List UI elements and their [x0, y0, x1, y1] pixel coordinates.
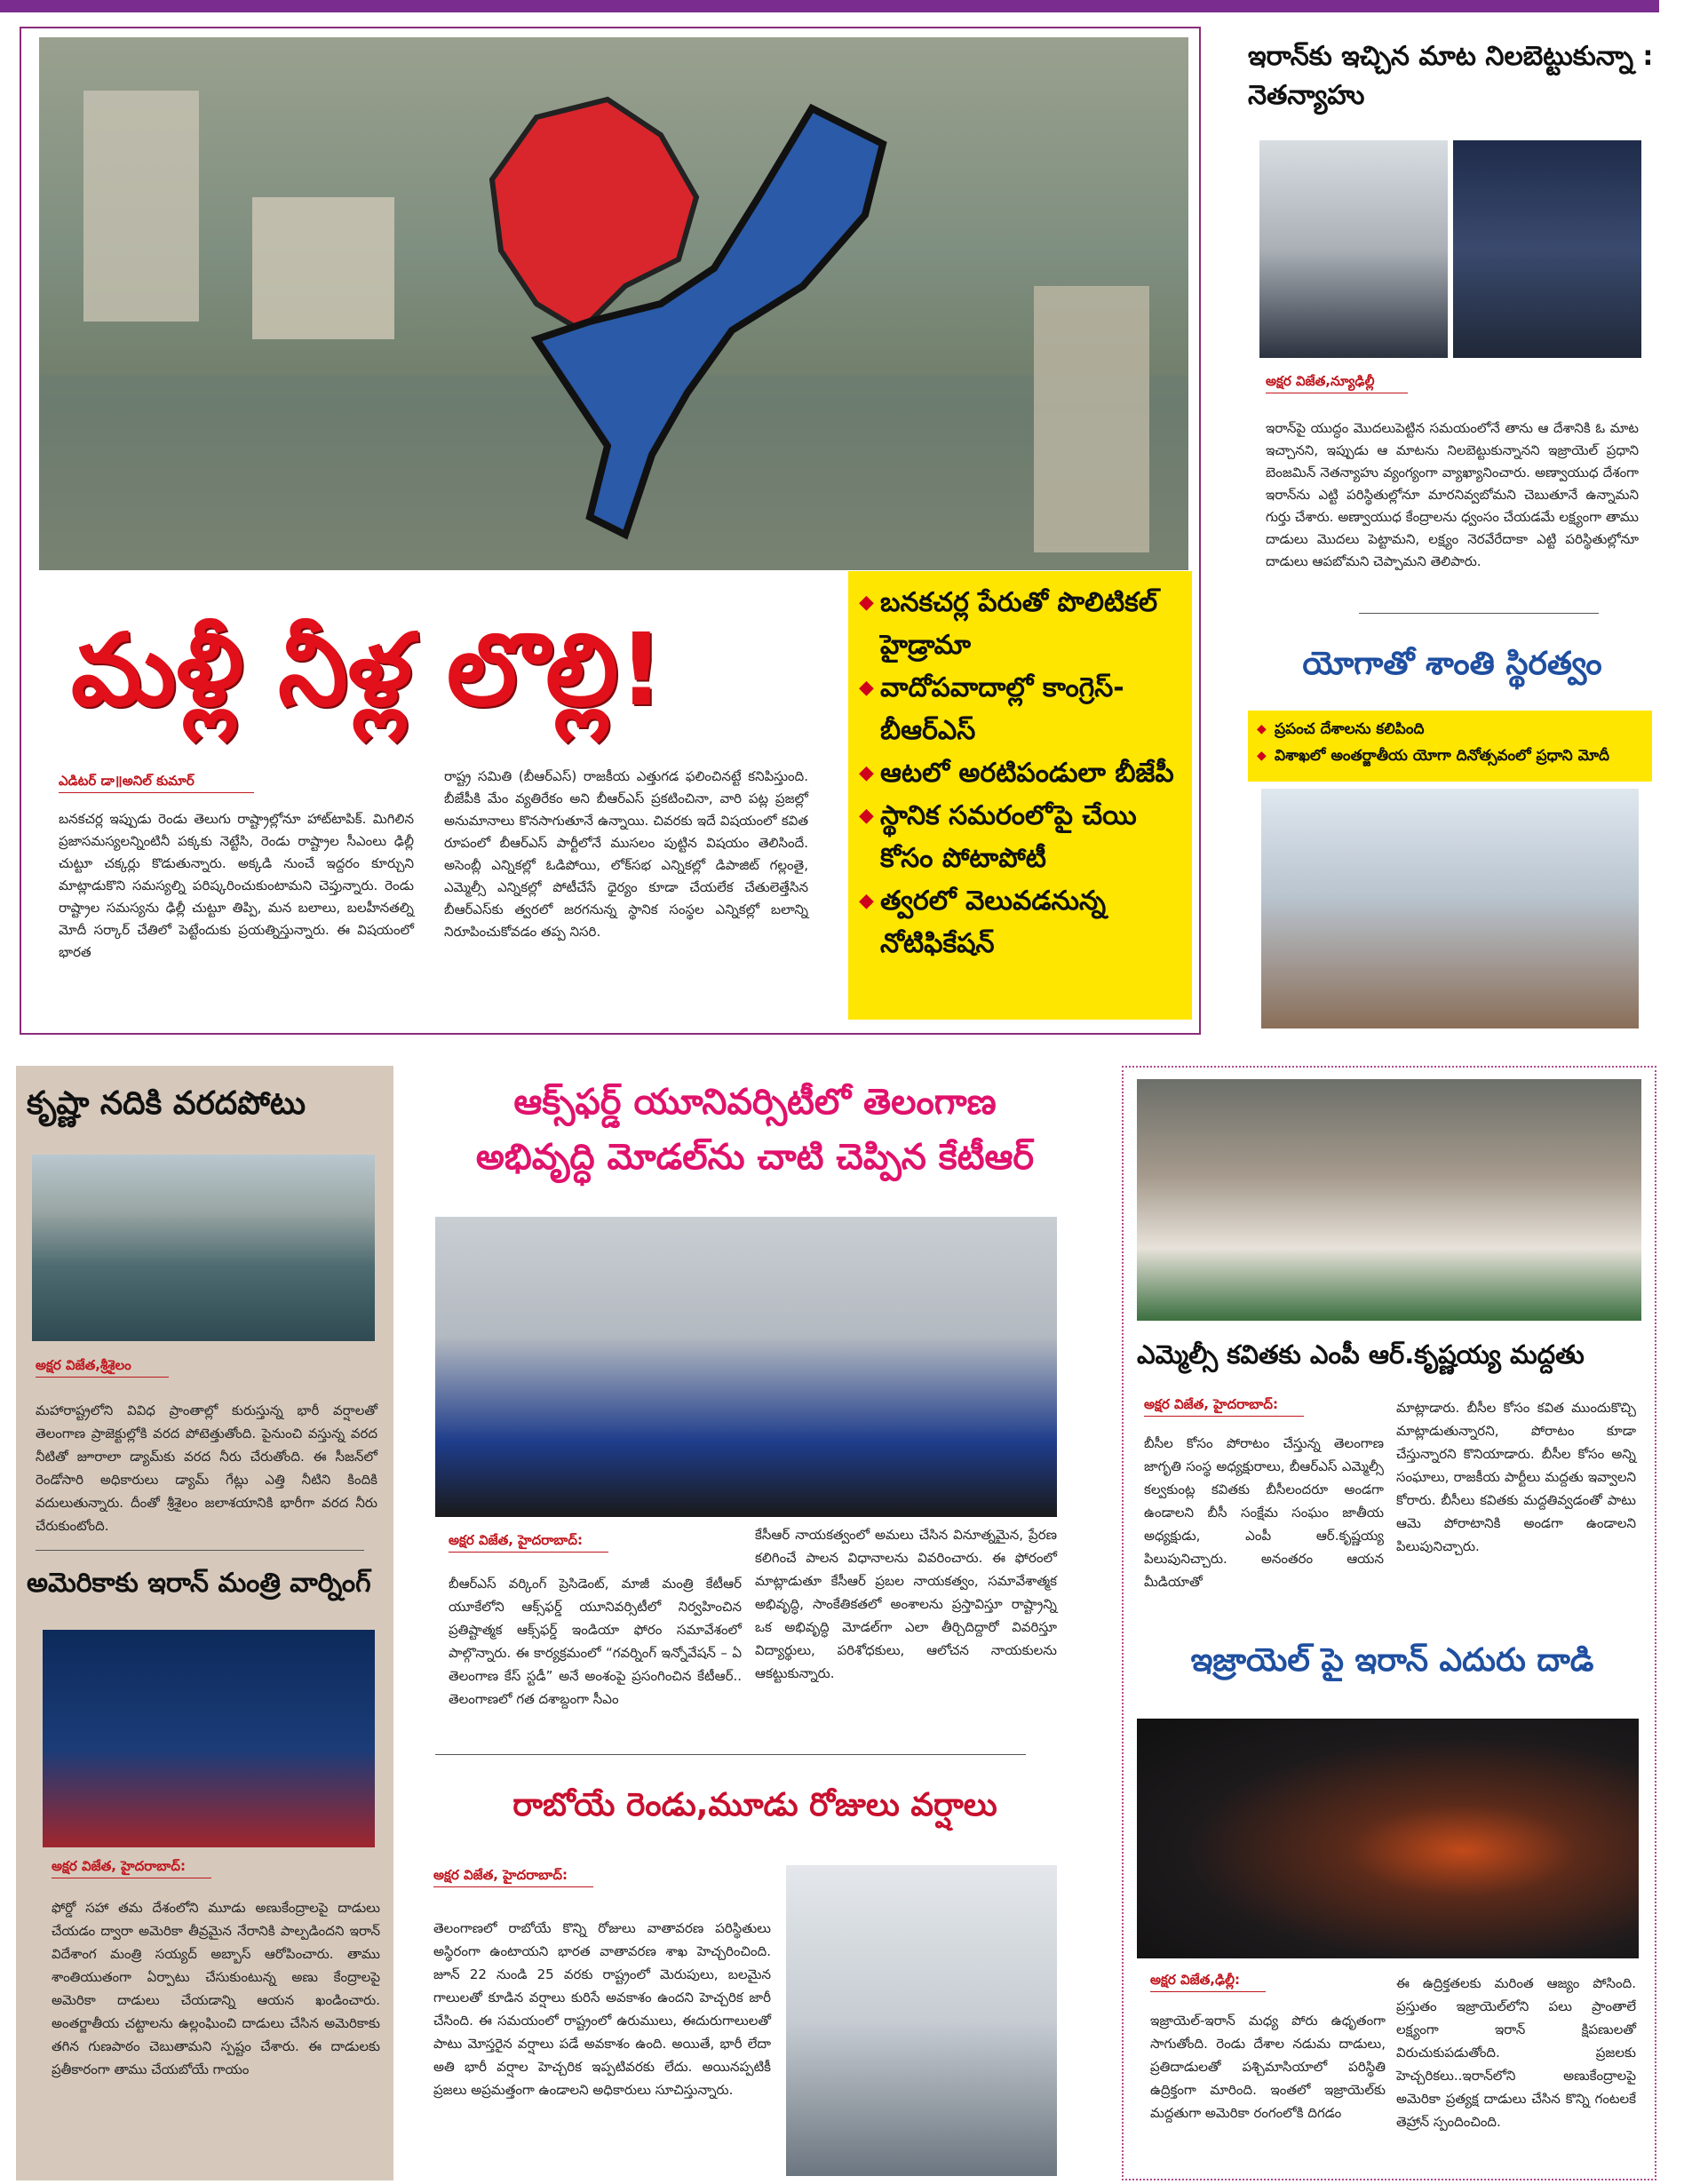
krishna-byline: అక్షర విజేత,శ్రీశైలం [36, 1357, 169, 1378]
rain-headline: రాబోయే రెండు,మూడు రోజులు వర్షాలు [512, 1787, 997, 1823]
column-divider [36, 1550, 364, 1551]
column-divider [435, 1754, 1026, 1755]
krishna-headline: కృష్ణా నదికి వరదపోటు [27, 1085, 306, 1122]
dam-map-photo [39, 37, 1188, 570]
bullet-item: ◆ స్థానిక సమరంలోపై చేయి కోసం పోటాపోటీ [859, 795, 1181, 880]
rain-byline: అక్షర విజేత, హైదరాబాద్: [433, 1867, 593, 1887]
netanyahu-photo [1259, 140, 1448, 358]
bullet-item: ◆ బనకచర్ల పేరుతో పొలిటికల్ హైడ్రామా [859, 582, 1181, 667]
kavitha-headline: ఎమ్మెల్సీ కవితకు ఎంపీ ఆర్.కృష్ణయ్య మద్దతు [1137, 1339, 1585, 1370]
ktr-headline: ఆక్స్‌ఫర్డ్ యూనివర్సిటీలో తెలంగాణ అభివృద్ధి మోడల్‌ను చాటి చెప్పిన కేటీఆర్ [475, 1082, 1035, 1178]
bullet-item: ◆ త్వరలో వెలువడనున్న నోటిఫికేషన్ [859, 880, 1181, 965]
netanyahu-byline: అక్షర విజేత,న్యూఢిల్లీ [1266, 373, 1408, 393]
kavitha-photo [1137, 1079, 1641, 1321]
ktr-body-col1: బీఆర్ఎస్ వర్కింగ్ ప్రెసిడెంట్, మాజీ మంత్రి కేటీఆర్ యూకేలోని ఆక్స్‌ఫర్డ్ యూనివర్సిటీలో నిర్వహించిన ప్రతిష్టాత్మక ఆక్స్‌ఫర్డ్ ఇండియా ఫోరం సమావేశంలో పాల్గొన్నారు. ఈ కార్యక్రమంలో “గవర్నింగ్ ఇన్నోవేషన్ – ఏ తెలంగాణ కేస్ స్టడీ” అనే అంశంపై ప్రసంగించిన కేటీఆర్.. తెలంగాణలో గత దశాబ్దంగా సీఎం [449, 1576, 742, 1707]
main-bullet-box [848, 571, 1192, 1020]
modi-photo [1261, 789, 1639, 1028]
yoga-bullet-list [1257, 716, 1643, 769]
iran-minister-headline: అమెరికాకు ఇరాన్ మంత్రి వార్నింగ్ [27, 1568, 371, 1599]
top-color-bar [0, 0, 1659, 12]
iran-minister-body: ఫోర్డో సహా తమ దేశంలోని మూడు అణుకేంద్రాలపై దాడులు చేయడం ద్వారా అమెరికా తీవ్రమైన నేరానికి పాల్పడిందని ఇరాన్ విదేశాంగ మంత్రి సయ్యద్ అబ్బాస్ ఆరోపించారు. తాము శాంతియుతంగా ఏర్పాటు చేసుకుంటున్న అణు కేంద్రాలపై అమెరికా దాడులు చేయడాన్ని ఆయన ఖండించారు. అంతర్జాతీయ చట్టాలను ఉల్లంఘించి దాడులు చేసిన అమెరికాకు తగిన గుణపాఠం చెబుతామని స్పష్టం చేశారు. ఈ దాడులకు ప్రతీకారంగా తాము చేయబోయే గాయం [52, 1900, 380, 2077]
bullet-item: ◆ విశాఖలో అంతర్జాతీయ యోగా దినోత్సవంలో ప్రధాని మోదీ [1257, 743, 1643, 769]
iran-minister-byline: అక్షర విజేత, హైదరాబాద్: [52, 1858, 211, 1878]
israel-body-col2: ఈ ఉద్రిక్తతలకు మరింత ఆజ్యం పోసింది. ప్రస్తుతం ఇజ్రాయెల్‌లోని పలు ప్రాంతాలే లక్ష్యంగా ఇరాన్ క్షిపణులతో విరుచుకుపడుతోంది. ప్రజలకు హెచ్చరికలు..ఇరాన్‌లోని అణుకేంద్రాలపై అమెరికా ప్రత్యక్ష దాడులు చేసిన కొన్ని గంటలకే తెహ్రాన్ స్పందించింది. [1396, 1975, 1636, 2130]
ktr-body-col2: కేసీఆర్ నాయకత్వంలో అమలు చేసిన వినూత్నమైన, ప్రేరణ కలిగించే పాలన విధానాలను వివరించారు. ఈ ఫోరంలో మాట్లాడుతూ కేసీఆర్ ప్రబల నాయకత్వం, సమావేశాత్మక అభివృద్ధి, సాంకేతికతలో అంశాలను ప్రస్తావిస్తూ రాష్ట్రాన్ని ఒక అభివృద్ధి మోడల్‌గా ఎలా తీర్చిదిద్దారో వివరిస్తూ విద్యార్థులు, పరిశోధకులు, ఆలోచన నాయకులను ఆకట్టుకున్నారు. [755, 1527, 1057, 1681]
column-divider [1359, 613, 1599, 614]
kavitha-byline: అక్షర విజేత, హైదరాబాద్: [1144, 1396, 1304, 1417]
bullet-item: ◆ వాదోపవాదాల్లో కాంగ్రెస్-బీఆర్ఎస్ [859, 667, 1181, 752]
main-headline: మళ్లీ నీళ్ల లొల్లి! [71, 613, 664, 728]
netanyahu-body: ఇరాన్‌పై యుద్ధం మొదలుపెట్టిన సమయంలోనే తాను ఆ దేశానికి ఓ మాట ఇచ్చానని, ఇప్పుడు ఆ మాటను నిలబెట్టుకున్నానని ఇజ్రాయెల్ ప్రధాని బెంజమిన్ నెతన్యాహు వ్యంగ్యంగా వ్యాఖ్యానించారు. అణ్వాయుధ దేశంగా ఇరాన్‌ను ఎట్టి పరిస్థితుల్లోనూ మారనివ్వబోమని చెబుతూనే ఉన్నామని గుర్తు చేశారు. అణ్వాయుధ కేంద్రాలను ధ్వంసం చేయడమే లక్ష్యంగా తాము దాడులు మొదలు పెట్టామని, లక్ష్యం నెరవేరేదాకా ఎట్టి పరిస్థితుల్లోనూ దాడులు ఆపబోమని చెప్పామని తెలిపారు. [1266, 420, 1639, 569]
main-body-col1: బనకచర్ల ఇప్పుడు రెండు తెలుగు రాష్ట్రాల్లోనూ హాట్‌టాపిక్. మిగిలిన ప్రజాసమస్యలన్నింటినీ పక్కకు నెట్టేసి, రెండు రాష్ట్రాల సీఎంలు ఢిల్లీ చుట్టూ చక్కర్లు కొడుతున్నారు. అక్కడి నుంచే ఇద్దరం కూర్చుని మాట్లాడుకొని సమస్యల్ని పరిష్కరించుకుంటామని చెప్తున్నారు. రెండు రాష్ట్రాల సమస్యను ఢిల్లీ చుట్టూ తిప్పి, మన బలాలు, బలహీనతల్ని మోదీ సర్కార్ చేతిలో పెట్టేందుకు ప్రయత్నిస్తున్నారు. ఈ విషయంలో భారత [59, 811, 414, 960]
yoga-headline: యోగాతో శాంతి స్థిరత్వం [1302, 646, 1602, 682]
israel-attack-photo [1137, 1719, 1639, 1958]
netanyahu-headline: ఇరాన్‌కు ఇచ్చిన మాట నిలబెట్టుకున్నా : నెతన్యాహు [1248, 41, 1654, 111]
rain-photo [786, 1865, 1057, 2176]
israel-body-col1: ఇజ్రాయెల్-ఇరాన్ మధ్య పోరు ఉధృతంగా సాగుతోంది. రెండు దేశాల నడుమ దాడులు, ప్రతిదాడులతో పశ్చిమాసియాలో పరిస్థితి ఉద్రిక్తంగా మారింది. ఇంతలో ఇజ్రాయెల్‌కు మద్దతుగా అమెరికా రంగంలోకి దిగడం [1150, 2013, 1386, 2121]
krishna-body: మహారాష్ట్రలోని వివిధ ప్రాంతాల్లో కురుస్తున్న భారీ వర్షాలతో తెలంగాణ ప్రాజెక్టుల్లోకి వరద పోటెత్తుతోంది. పైనుంచి వస్తున్న వరద నీటితో జూరాలా డ్యామ్‌కు వరద నీరు చేరుతోంది. ఈ సీజన్‌లో రెండోసారి అధికారులు డ్యామ్ గేట్లు ఎత్తి నీటిని కిందికి వదులుతున్నారు. దీంతో శ్రీశైలం జలాశయానికి భారీగా వరద నీరు చేరుకుంటోంది. [36, 1402, 377, 1534]
israel-headline: ఇజ్రాయెల్ పై ఇరాన్ ఎదురు దాడి [1190, 1642, 1594, 1679]
kavitha-body-col2: మాట్లాడారు. బీసీల కోసం కవిత ముందుకొచ్చి మాట్లాడుతున్నారని, పోరాటం కూడా చేస్తున్నారని కొనియాడారు. బీసీల కోసం అన్ని సంఘాలు, రాజకీయ పార్టీలు మద్దతు ఇవ్వాలని కోరారు. బీసీలు కవితకు మద్దతివ్వడంతో పాటు ఆమె పోరాటానికి అండగా ఉండాలని పిలుపునిచ్చారు. [1396, 1400, 1636, 1554]
bullet-item: ◆ ఆటలో అరటిపండులా బీజేపీ [859, 752, 1181, 795]
ktr-byline: అక్షర విజేత, హైదరాబాద్: [449, 1532, 608, 1553]
kavitha-body-col1: బీసీల కోసం పోరాటం చేస్తున్న తెలంగాణ జాగృతి సంస్థ అధ్యక్షురాలు, బీఆర్ఎస్ ఎమ్మెల్సీ కల్వకుంట్ల కవితకు బీసీలందరూ అండగా ఉండాలని బీసీ సంక్షేమ సంఘం జాతీయ అధ్యక్షుడు, ఎంపీ ఆర్.కృష్ణయ్య పిలుపునిచ్చారు. అనంతరం ఆయన మీడియాతో [1144, 1435, 1384, 1590]
bullet-item: ◆ ప్రపంచ దేశాలను కలిపింది [1257, 716, 1643, 743]
yoga-bullet-box [1248, 711, 1652, 782]
krishna-dam-photo [32, 1155, 375, 1341]
main-body-col2: రాష్ట్ర సమితి (బీఆర్ఎస్) రాజకీయ ఎత్తుగడ ఫలించినట్టే కనిపిస్తుంది. బీజేపీకి మేం వ్యతిరేకం అని బీఆర్ఎస్ ప్రకటించినా, వారి పట్ల ప్రజల్లో అనుమానాలు కొనసాగుతూనే ఉన్నాయి. చివరకు ఇదే విషయంలో కవిత రూపంలో బీఆర్ఎస్ పార్టీలోనే ముసలం పుట్టిన విషయం తెలిసిందే. అసెంబ్లీ ఎన్నికల్లో ఓడిపోయి, లోక్‌సభ ఎన్నికల్లో డిపాజిట్ గల్లంతై, ఎమ్మెల్సీ ఎన్నికల్లో పోటీచేసే ధైర్యం కూడా చేయలేక చేతులెత్తేసిన బీఆర్ఎస్‌కు త్వరలో జరగనున్న స్థానిక సంస్థల ఎన్నికల్లో బలాన్ని నిరూపించుకోవడం తప్ప నిసరి. [444, 768, 808, 940]
main-bullet-list [859, 582, 1181, 965]
main-byline: ఎడిటర్ డా॥అనిల్ కుమార్ [59, 773, 254, 793]
israel-byline: అక్షర విజేత,ఢిల్లీ: [1150, 1972, 1266, 1992]
telangana-shape [492, 99, 696, 330]
rain-body: తెలంగాణలో రాబోయే కొన్ని రోజులు వాతావరణ పరిస్థితులు అస్థిరంగా ఉంటాయని భారత వాతావరణ శాఖ హెచ్చరించింది. జూన్ 22 నుండి 25 వరకు రాష్ట్రంలో మెరుపులు, బలమైన గాలులతో కూడిన వర్షాలు కురిసే అవకాశం ఉందని హెచ్చరిక జారీ చేసింది. ఈ సమయంలో రాష్ట్రంలో ఉరుములు, ఈదురుగాలులతో పాటు మోస్తరైన వర్షాలు పడే అవకాశం ఉంది. అయితే, భారీ లేదా అతి భారీ వర్షాల హెచ్చరిక ఇప్పటివరకు లేదు. అయినప్పటికీ ప్రజలు అప్రమత్తంగా ఉండాలని అధికారులు సూచిస్తున్నారు. [433, 1920, 771, 2098]
trump-photo [1453, 140, 1641, 358]
ktr-oxford-photo [435, 1217, 1057, 1517]
telangana-ap-map [39, 37, 1188, 570]
iran-minister-photo [43, 1630, 375, 1847]
